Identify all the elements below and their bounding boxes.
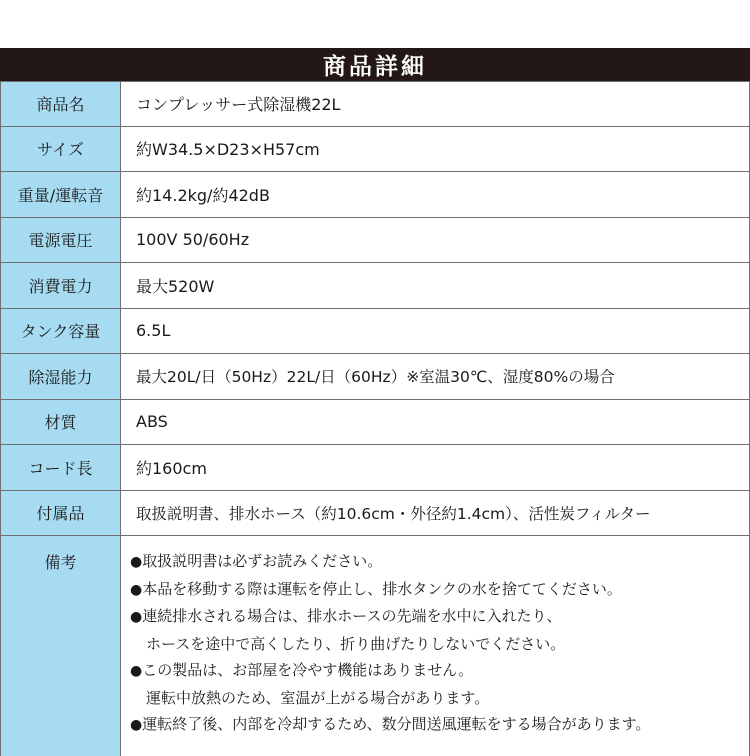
spec-row-dehumidify-capacity <box>1 354 749 400</box>
sheet-title: 商品詳細 <box>0 48 750 81</box>
spec-label: 除湿能力 <box>1 354 121 399</box>
spec-value: 最大20L/日（50Hz）22L/日（60Hz）※室温30℃、湿度80%の場合 <box>136 368 615 387</box>
note-item-continuation: 運転中放熱のため、室温が上がる場合があります。 <box>146 688 490 707</box>
spec-value: 約W34.5×D23×H57cm <box>136 140 320 160</box>
spec-row-weight-noise <box>1 172 749 218</box>
spec-value: 約160cm <box>136 458 207 478</box>
spec-label: 電源電圧 <box>1 218 121 263</box>
spec-value: 約14.2kg/約42dB <box>136 185 270 205</box>
spec-row-accessories <box>1 491 749 537</box>
note-item: ●本品を移動する際は運転を停止し、排水タンクの水を捨ててください。 <box>130 579 622 598</box>
note-item: ●運転終了後、内部を冷却するため、数分間送風運転をする場合があります。 <box>130 715 651 733</box>
spec-row-tank-capacity <box>1 309 749 355</box>
spec-row-voltage <box>1 218 749 264</box>
spec-table <box>0 81 750 756</box>
spec-label: 商品名 <box>1 82 121 126</box>
bullet-icon: ● <box>130 554 143 570</box>
spec-label: サイズ <box>1 127 121 172</box>
note-item: ●連続排水される場合は、排水ホースの先端を水中に入れたり、 <box>130 607 562 625</box>
spec-label: 材質 <box>1 400 121 445</box>
spec-row-material <box>1 400 749 446</box>
spec-row-cord-length <box>1 445 749 491</box>
spec-row-power <box>1 263 749 309</box>
bullet-icon: ● <box>130 717 143 733</box>
spec-value: 取扱説明書、排水ホース（約10.6cm・外径約1.4cm）、活性炭フィルター <box>136 504 651 523</box>
notes-label: 備考 <box>1 536 121 756</box>
spec-value: 6.5L <box>136 321 171 341</box>
spec-label: 重量/運転音 <box>1 172 121 217</box>
spec-value: 100V 50/60Hz <box>136 230 250 250</box>
note-item-continuation: ホースを途中で高くしたり、折り曲げたりしないでください。 <box>146 634 566 653</box>
product-spec-sheet <box>0 48 750 756</box>
spec-value: 最大520W <box>136 276 215 296</box>
spec-value: コンプレッサー式除湿機22L <box>136 95 341 115</box>
spec-label: 消費電力 <box>1 263 121 308</box>
spec-label: コード長 <box>1 445 121 490</box>
bullet-icon: ● <box>130 663 143 679</box>
spec-value: ABS <box>136 412 168 432</box>
notes-list <box>121 536 749 756</box>
spec-label: タンク容量 <box>1 309 121 354</box>
spec-row-notes <box>1 536 749 756</box>
note-item: ●この製品は、お部屋を冷やす機能はありません。 <box>130 661 474 679</box>
note-item: ●取扱説明書は必ずお読みください。 <box>130 552 383 570</box>
spec-row-product-name <box>1 81 749 127</box>
bullet-icon: ● <box>130 581 143 598</box>
spec-row-size <box>1 127 749 173</box>
bullet-icon: ● <box>130 609 143 625</box>
spec-label: 付属品 <box>1 491 121 536</box>
